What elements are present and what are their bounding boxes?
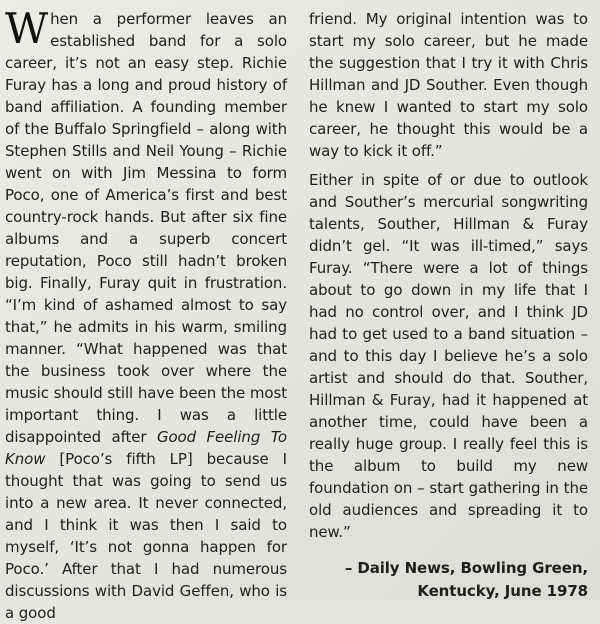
right-column [309, 8, 588, 603]
album-title: Good Feeling To Know [5, 428, 287, 468]
drop-cap: W [5, 4, 49, 53]
attribution [309, 557, 588, 603]
left-column [5, 4, 287, 624]
paragraph-text: [Poco’s fifth LP] because I thought that was going to send us into a new area. It never connected, and I think it was then I said to myself, ‘It’s not gonna happen for Poco.’ After that I had numerous discussions with David Geffen, who is a good [5, 450, 287, 622]
article-paragraph [5, 4, 287, 624]
attribution-line: – Daily News, Bowling Green, [344, 559, 588, 577]
paragraph-text: hen a performer leaves an established band for a solo career, it’s not an easy step. Richie Furay has a long and proud history of band affiliation. A founding member of the Buffalo Springfield – along with Stephen Stills and Neil Young – Richie went on with Jim Messina to form Poco, one of America’s first and best country-rock hands. But after six fine albums and a superb concert reputation, Poco still hadn’t broken big. Finally, Furay quit in frustration. “I’m kind of ashamed almost to say that,” he admits in his warm, smiling manner. “What happened was that the business took over where the music should still have been the most important thing. I was a little disappointed after [5, 10, 287, 446]
article-paragraph: friend. My original intention was to start my solo career, but he made the suggestion that I try it with Chris Hillman and JD Souther. Even though he knew I wanted to start my solo career, he thought this would be a way to kick it off.” [309, 10, 588, 160]
article-paragraph: Either in spite of or due to outlook and Souther’s mercurial songwriting talents, Souther, Hillman & Furay didn’t gel. “It was ill-timed,” says Furay. “There were a lot of things about to go down in my life that I had no control over, and I think JD had to get used to a band situation – and to this day I believe he’s a solo artist and should do that. Souther, Hillman & Furay, had it happened at another time, could have been a really huge group. I really feel this is the album to build my new foundation on – start gathering in the old audiences and spreading it to new.” [309, 171, 588, 541]
attribution-line: Kentucky, June 1978 [417, 582, 588, 600]
